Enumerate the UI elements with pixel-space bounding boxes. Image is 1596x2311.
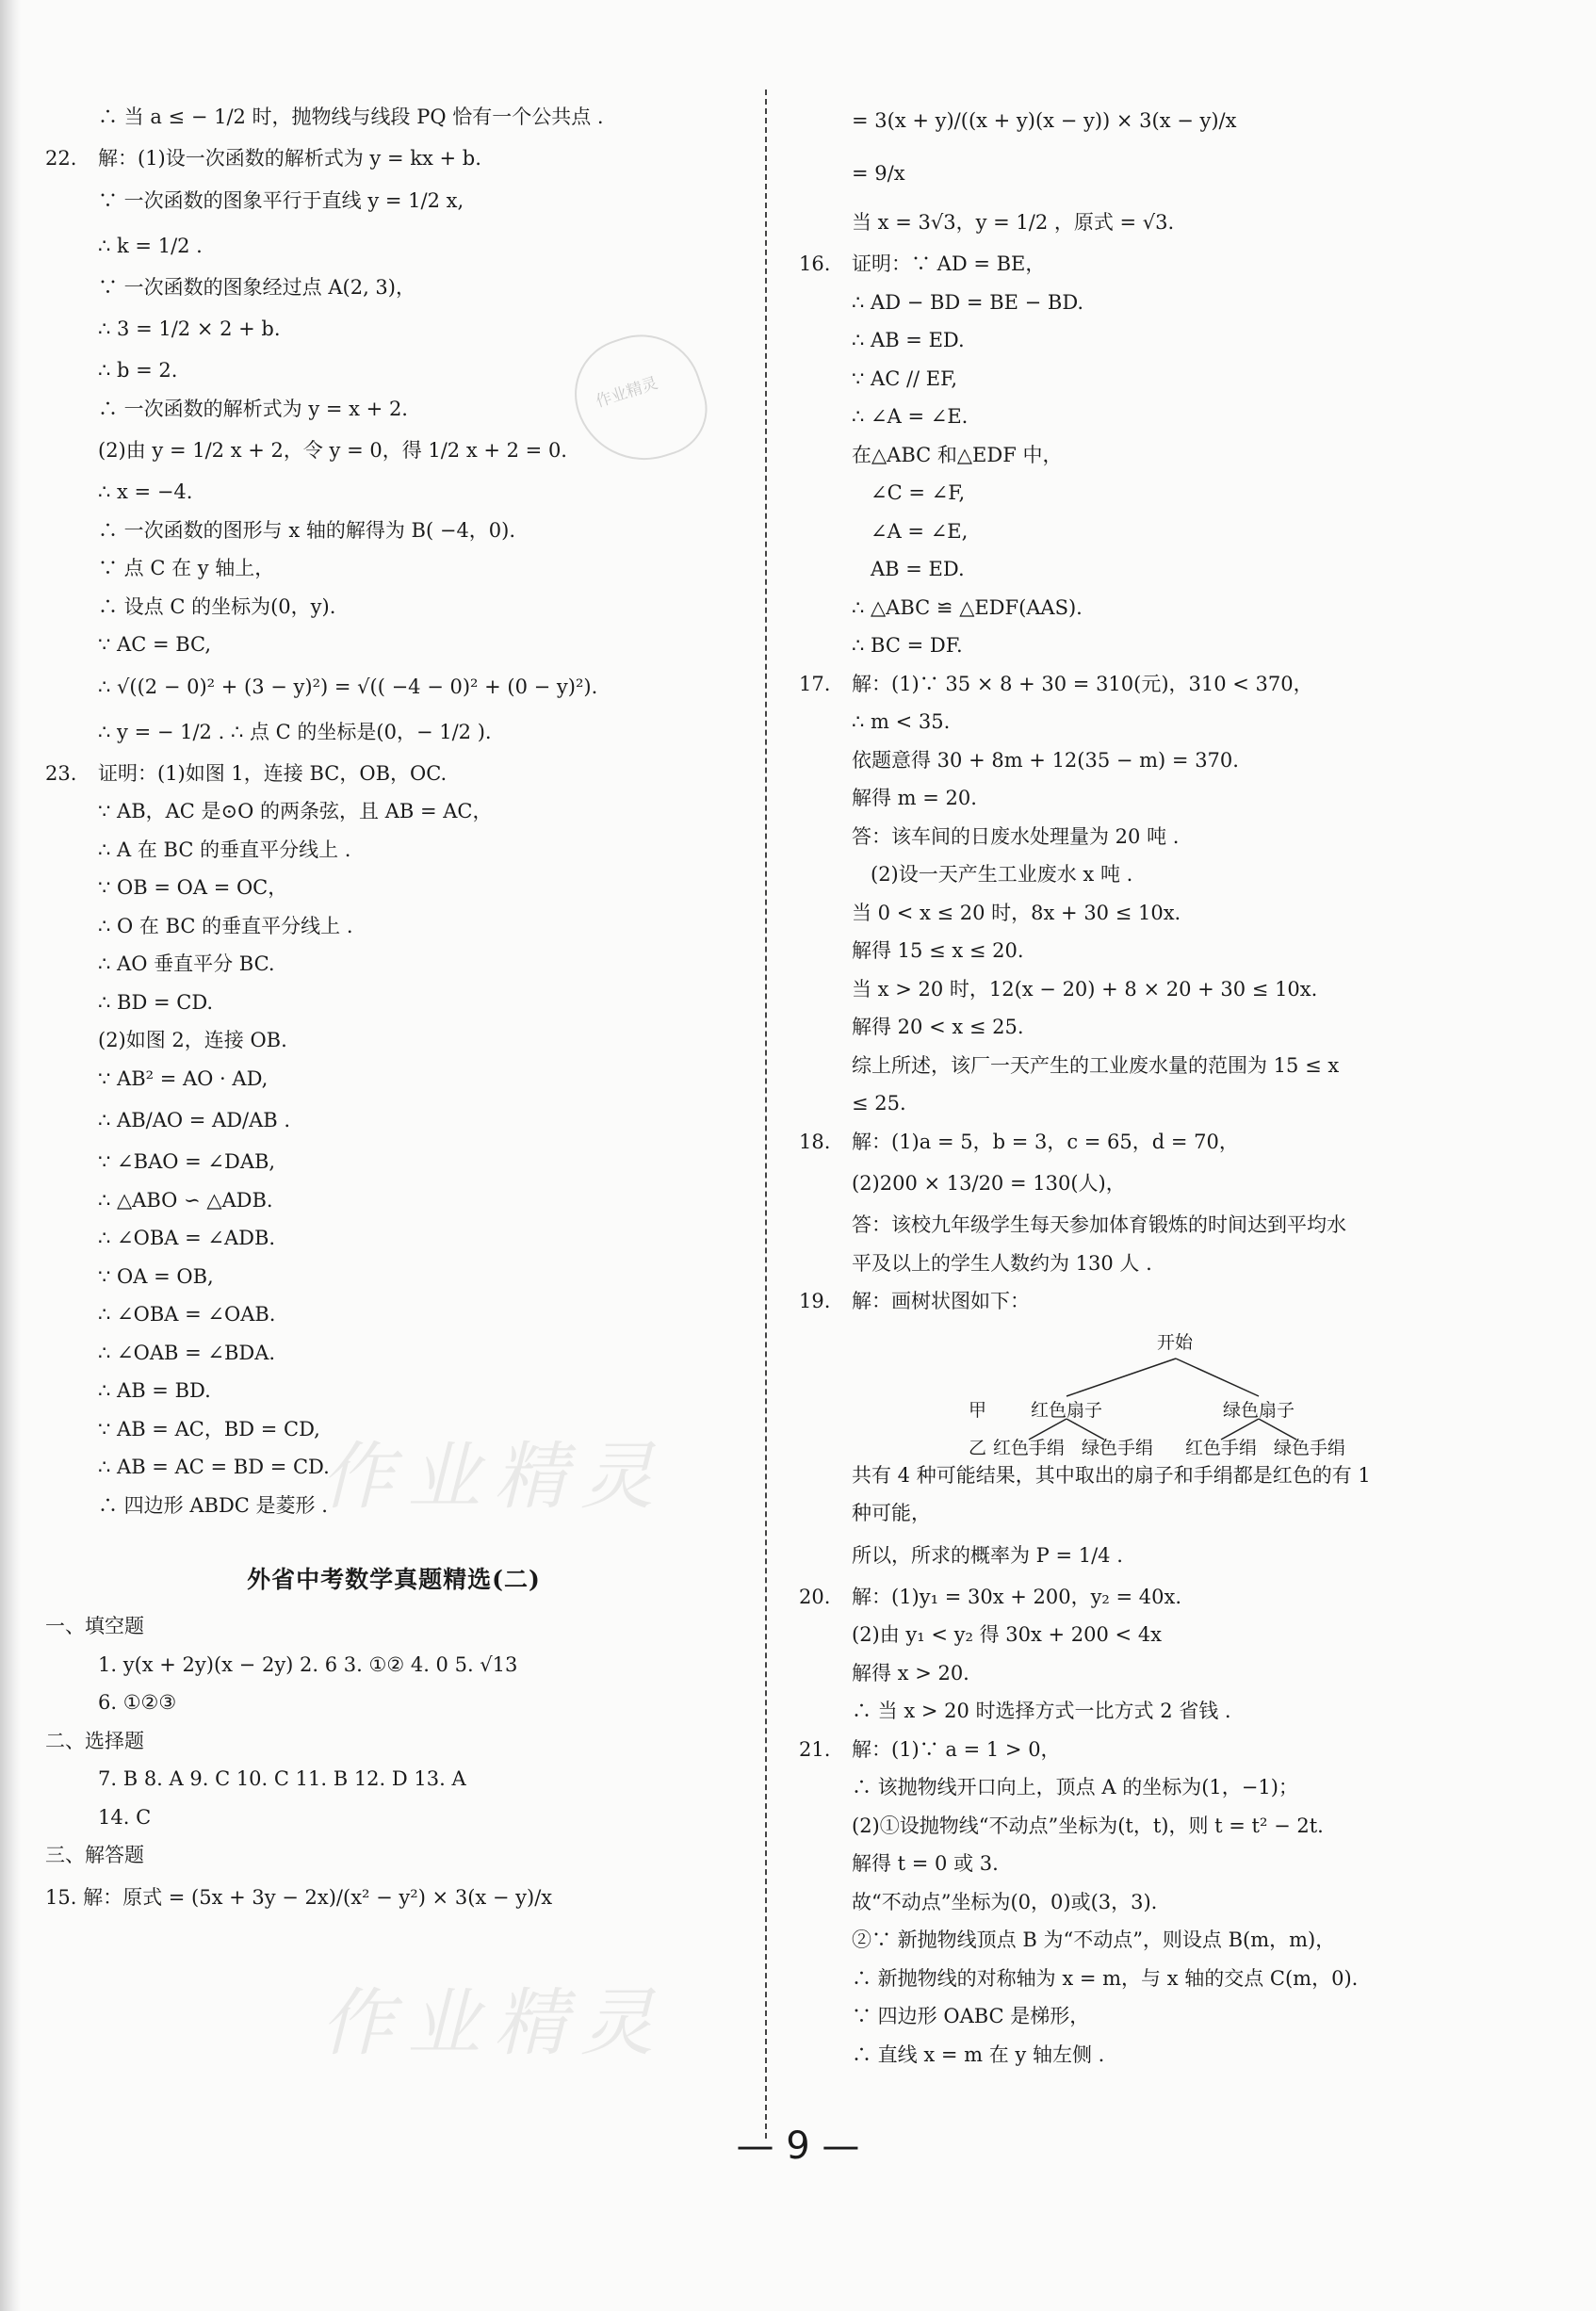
solution-line: 解得 15 ≤ x ≤ 20. (852, 939, 1024, 962)
solution-line: ∵ 一次函数的图象经过点 A(2, 3)， (98, 275, 415, 299)
answer-line: 14. C (98, 1805, 152, 1829)
solution-line: ∴ △ABC ≌ △EDF(AAS). (852, 595, 1083, 619)
solution-line: ∴ 当 x > 20 时选择方式一比方式 2 省钱 . (852, 1700, 1231, 1722)
question-number: 20. (799, 1585, 831, 1608)
solution-line: (2)由 y = 1/2 x + 2，令 y = 0，得 1/2 x + 2 = 0. (98, 439, 567, 462)
tree-node: 红色扇子 (1031, 1399, 1103, 1421)
question-22 (45, 139, 742, 178)
question-number: 17. (799, 672, 831, 695)
question-23 (45, 755, 742, 793)
scan-edge-shadow (0, 0, 21, 2311)
solution-line: ∴ 设点 C 的坐标为(0，y). (98, 594, 336, 618)
solution-line: ≤ 25. (852, 1092, 906, 1115)
solution-line: 所以，所求的概率为 P = 1/4 . (852, 1543, 1123, 1567)
solution-line: ∴ ∠A = ∠E. (852, 405, 969, 428)
solution-line: ∴ 一次函数的图形与 x 轴的解得为 B( −4，0). (98, 518, 516, 542)
solution-line: 在△ABC 和△EDF 中， (852, 443, 1063, 466)
solution-line: ∴ 一次函数的解析式为 y = x + 2. (98, 397, 408, 420)
solution-line: 解：(1)a = 5，b = 3，c = 65，d = 70， (852, 1130, 1239, 1153)
solution-line: 答：该车间的日废水处理量为 20 吨 . (852, 824, 1180, 848)
tree-leaf: 绿色手绢 (1274, 1437, 1346, 1458)
solution-line: ∵ 点 C 在 y 轴上， (98, 557, 275, 579)
question-17 (799, 665, 1496, 704)
solution-line: 故“不动点”坐标为(0，0)或(3，3). (852, 1890, 1158, 1913)
solution-line: 15. 解：原式 = (5x + 3y − 2x)/(x² − y²) × 3(x − y)/x (45, 1885, 553, 1909)
solution-line: ∴ AB = AC = BD = CD. (98, 1456, 330, 1478)
solution-line: ∴ BD = CD. (98, 990, 214, 1014)
question-number: 19. (799, 1290, 831, 1312)
page-number: — 9 — (736, 2124, 860, 2168)
answer-line: 7. B 8. A 9. C 10. C 11. B 12. D 13. A (98, 1767, 466, 1790)
solution-line: ∴ AB = ED. (852, 329, 965, 351)
solution-line: 解：(1)∵ 35 × 8 + 30 = 310(元)，310 < 370， (852, 672, 1313, 695)
solution-line: 平及以上的学生人数约为 130 人 . (852, 1251, 1152, 1275)
solution-line: ∴ AD − BD = BE − BD. (852, 290, 1084, 314)
solution-line: ∵ 一次函数的图象平行于直线 y = 1/2 x, (98, 188, 464, 212)
solution-line: 种可能， (852, 1502, 931, 1524)
tree-leaf: 红色手绢 (993, 1437, 1066, 1458)
section-title: 外省中考数学真题精选(二) (247, 1566, 541, 1593)
solution-line: ∴ m < 35. (852, 710, 951, 733)
solution-line: ∵ AB² = AO · AD, (98, 1066, 269, 1090)
question-number: 23. (45, 761, 77, 785)
solution-line: ②∵ 新抛物线顶点 B 为“不动点”，则设点 B(m，m)， (852, 1929, 1336, 1951)
solution-line: ∴ 该抛物线开口向上，顶点 A 的坐标为(1，−1)； (852, 1776, 1298, 1798)
solution-line: 解：(1)y₁ = 30x + 200，y₂ = 40x. (852, 1585, 1182, 1608)
solution-line: (2)如图 2，连接 OB. (98, 1029, 287, 1051)
solution-line: ∴ O 在 BC 的垂直平分线上 . (98, 914, 353, 937)
solution-line: ∵ AC = BC, (98, 633, 212, 656)
question-16 (799, 245, 1496, 284)
answer-line: 6. ①②③ (98, 1691, 177, 1714)
tree-root: 开始 (1157, 1331, 1194, 1353)
solution-line: ∴ b = 2. (98, 359, 178, 382)
solution-line: 解得 20 < x ≤ 25. (852, 1016, 1024, 1038)
solution-line: ∴ √((2 − 0)² + (3 − y)²) = √(( −4 − 0)² + (0 − y)²). (98, 675, 598, 698)
tree-node: 绿色扇子 (1223, 1399, 1295, 1421)
solution-line: (2)设一天产生工业废水 x 吨 . (871, 863, 1133, 886)
solution-line: ∠A = ∠E, (871, 519, 969, 543)
solution-line: (2)200 × 13/20 = 130(人)， (852, 1172, 1126, 1195)
question-18 (799, 1123, 1496, 1162)
solution-line: 解得 m = 20. (852, 787, 977, 809)
solution-line: ∵ 四边形 OABC 是梯形， (852, 2005, 1090, 2027)
section-heading: 三、解答题 (45, 1844, 144, 1866)
solution-line: ∴ 新抛物线的对称轴为 x = m，与 x 轴的交点 C(m，0). (852, 1966, 1359, 1990)
solution-line: ∴ A 在 BC 的垂直平分线上 . (98, 838, 351, 861)
question-19 (799, 1282, 1496, 1321)
solution-line: ∴ 3 = 1/2 × 2 + b. (98, 317, 281, 340)
section-heading: 二、选择题 (45, 1729, 144, 1752)
solution-line: 解：画树状图如下： (852, 1290, 1030, 1312)
solution-line: 综上所述，该厂一天产生的工业废水量的范围为 15 ≤ x (852, 1053, 1340, 1077)
left-column (45, 94, 742, 1920)
question-number: 18. (799, 1130, 831, 1153)
question-number: 16. (799, 252, 831, 275)
tree-level-tag: 甲 (969, 1399, 987, 1421)
solution-line: 当 x = 3√3，y = 1/2 ，原式 = √3. (852, 211, 1175, 234)
solution-line: 解：(1)设一次函数的解析式为 y = kx + b. (98, 147, 481, 170)
solution-line: ∵ AC // EF, (852, 366, 958, 390)
solution-line: ∴ BC = DF. (852, 634, 963, 657)
solution-line: 依题意得 30 + 8m + 12(35 − m) = 370. (852, 748, 1239, 772)
solution-line: ∴ △ABO ∽ △ADB. (98, 1188, 273, 1212)
solution-line: (2)①设抛物线“不动点”坐标为(t，t)，则 t = t² − 2t. (852, 1814, 1324, 1837)
solution-line: ∴ 直线 x = m 在 y 轴左侧 . (852, 2042, 1105, 2066)
section-heading: 一、填空题 (45, 1615, 144, 1637)
solution-line: 当 x > 20 时，12(x − 20) + 8 × 20 + 30 ≤ 10x. (852, 977, 1318, 1001)
question-number: 22. (45, 147, 77, 170)
solution-line: ∵ OB = OA = OC， (98, 876, 288, 899)
solution-line: ∴ x = −4. (98, 480, 193, 503)
solution-line: 答：该校九年级学生每天参加体育锻炼的时间达到平均水 (852, 1213, 1346, 1236)
solution-line: ∵ AB = AC，BD = CD, (98, 1417, 320, 1440)
solution-line: 解得 x > 20. (852, 1661, 969, 1684)
solution-line: ∴ k = 1/2 . (98, 234, 203, 257)
tree-leaf: 红色手绢 (1185, 1437, 1258, 1458)
solution-line: 证明：∵ AD = BE， (852, 252, 1046, 275)
tree-leaf: 绿色手绢 (1082, 1437, 1154, 1458)
solution-line: ∴ y = − 1/2 . ∴ 点 C 的坐标是(0，− 1/2 ). (98, 720, 492, 743)
watermark-text: 作业精灵 (320, 1435, 668, 1520)
right-column (799, 94, 1496, 2074)
solution-line: ∠C = ∠F, (871, 481, 966, 504)
solution-line: = 3(x + y)/((x + y)(x − y)) × 3(x − y)/x (852, 109, 1237, 132)
solution-line: (2)由 y₁ < y₂ 得 30x + 200 < 4x (852, 1623, 1163, 1646)
solution-line: 共有 4 种可能结果，其中取出的扇子和手绢都是红色的有 1 (852, 1463, 1371, 1487)
column-divider (765, 90, 767, 2139)
question-number: 21. (799, 1737, 831, 1761)
question-20 (799, 1578, 1496, 1617)
stamp-text: 作业精灵 (594, 373, 660, 412)
solution-line: ∵ OA = OB, (98, 1264, 214, 1288)
solution-line: ∴ AB/AO = AD/AB . (98, 1109, 291, 1131)
solution-line: ∵ AB，AC 是⊙O 的两条弦，且 AB = AC， (98, 800, 493, 822)
solution-line: 证明：(1)如图 1，连接 BC，OB，OC. (98, 761, 448, 785)
tree-branch (1176, 1359, 1259, 1396)
solution-line: ∴ AO 垂直平分 BC. (98, 952, 275, 975)
question-21 (799, 1731, 1496, 1769)
probability-tree-diagram (799, 1323, 1496, 1458)
solution-line: ∴ 四边形 ABDC 是菱形 . (98, 1493, 328, 1517)
solution-line: 解得 t = 0 或 3. (852, 1852, 999, 1875)
solution-line: ∵ ∠BAO = ∠DAB, (98, 1150, 276, 1173)
watermark-text: 作业精灵 (320, 1981, 668, 2066)
solution-line: ∴ ∠OBA = ∠ADB. (98, 1227, 276, 1249)
tree-level-tag: 乙 (969, 1437, 987, 1458)
solution-line: 当 0 < x ≤ 20 时，8x + 30 ≤ 10x. (852, 901, 1181, 924)
solution-line: ∴ ∠OBA = ∠OAB. (98, 1303, 276, 1326)
solution-line: = 9/x (852, 162, 905, 185)
solution-line: ∴ AB = BD. (98, 1379, 211, 1402)
tree-branch (1067, 1359, 1176, 1396)
solution-line: AB = ED. (871, 558, 965, 580)
solution-line: ∴ ∠OAB = ∠BDA. (98, 1341, 276, 1364)
solution-line: 解：(1)∵ a = 1 > 0， (852, 1737, 1061, 1761)
solution-line: ∴ 当 a ≤ − 1/2 时，抛物线与线段 PQ 恰有一个公共点 . (98, 106, 604, 128)
answer-line: 1. y(x + 2y)(x − 2y) 2. 6 3. ①② 4. 0 5. √13 (98, 1652, 518, 1676)
